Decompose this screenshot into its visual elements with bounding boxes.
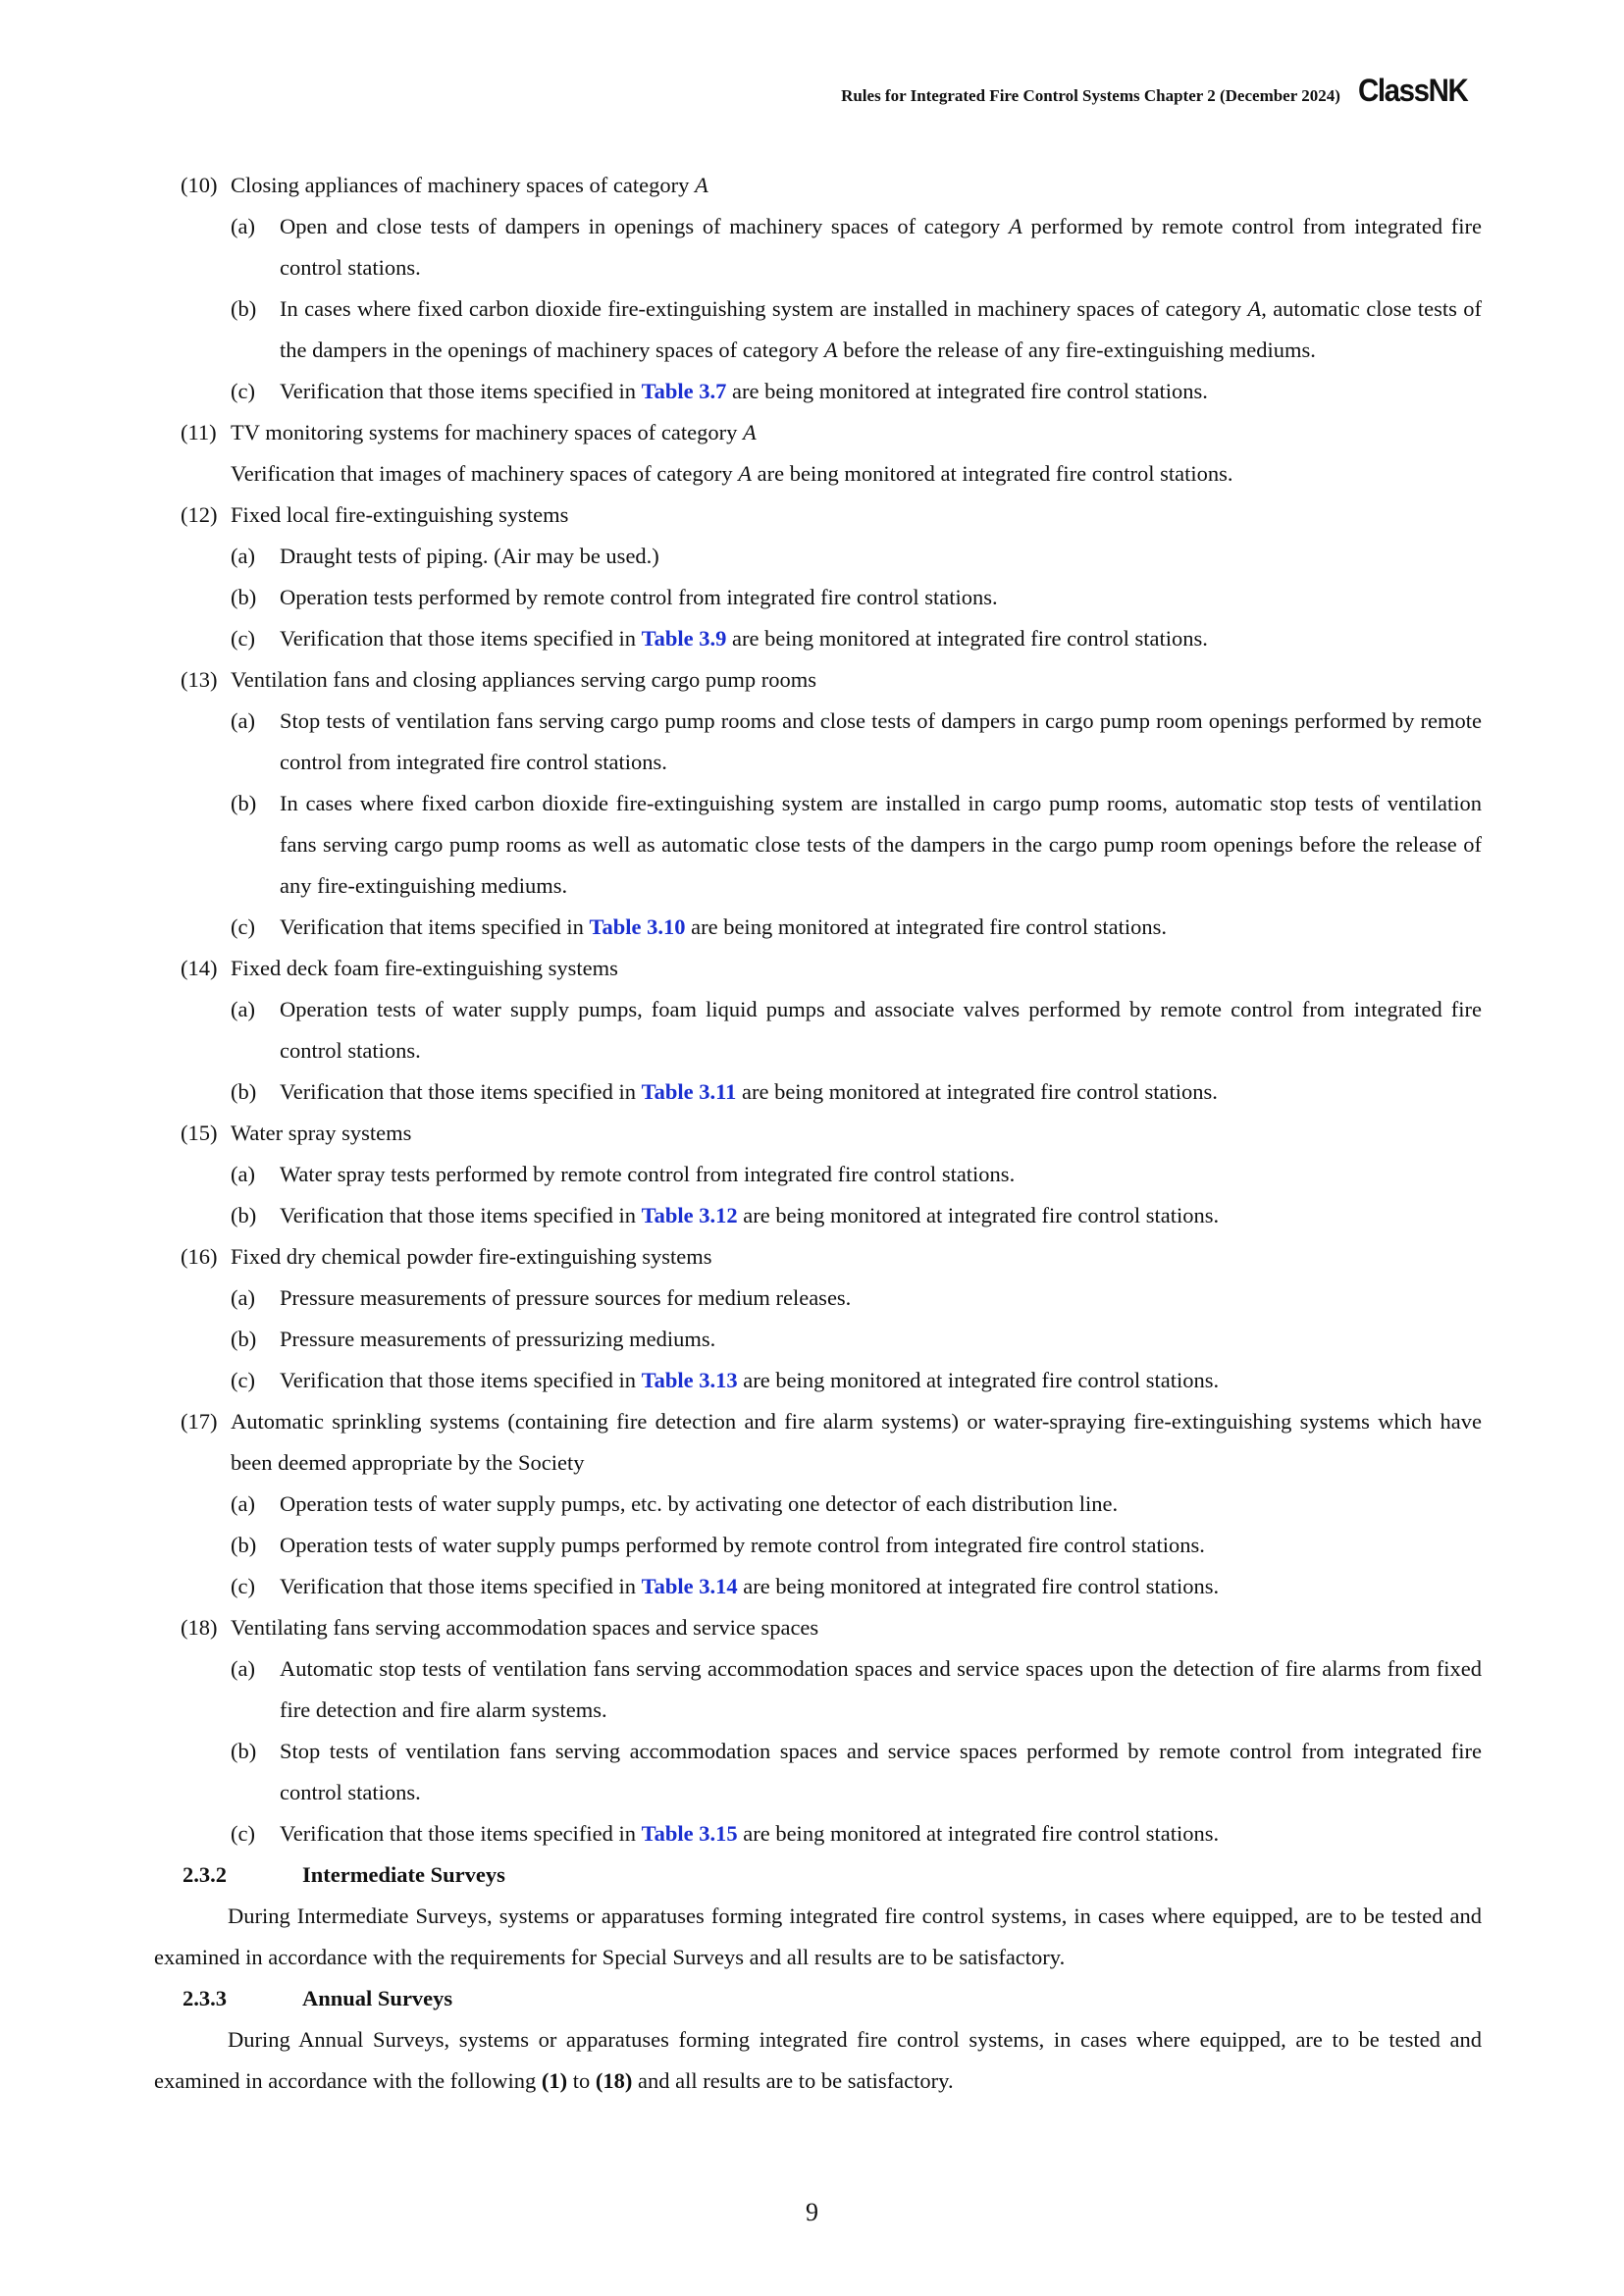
section-number: 2.3.2 xyxy=(183,1862,227,1887)
subitem-text: are being monitored at integrated fire control stations. xyxy=(737,1368,1220,1392)
item-14 xyxy=(157,948,1482,989)
item-text-italic: A xyxy=(742,420,757,444)
item-body-text: Verification that images of machinery spaces of category xyxy=(231,461,739,486)
subitem-letter: (a) xyxy=(231,708,255,733)
subitem-text: In cases where fixed carbon dioxide fire-extinguishing system are installed in cargo pump rooms, automatic stop tests of ventilation fans serving cargo pump rooms as well as automatic close tests of the dampers in the cargo pump room openings before the release of any fire-extinguishing mediums. xyxy=(280,791,1482,898)
subitem-text: are being monitored at integrated fire control stations. xyxy=(737,1821,1220,1846)
table-3-14-link[interactable]: Table 3.14 xyxy=(641,1574,738,1598)
item-10-b xyxy=(157,288,1482,371)
item-text: Closing appliances of machinery spaces of category xyxy=(231,173,695,197)
item-number: (15) xyxy=(181,1121,218,1145)
item-11 xyxy=(157,412,1482,453)
item-text: Water spray systems xyxy=(231,1121,412,1145)
subitem-text: are being monitored at integrated fire control stations. xyxy=(726,626,1208,651)
table-3-12-link[interactable]: Table 3.12 xyxy=(641,1203,738,1227)
subitem-text: are being monitored at integrated fire control stations. xyxy=(736,1079,1218,1104)
section-title: Annual Surveys xyxy=(302,1986,453,2010)
item-number: (14) xyxy=(181,956,218,980)
table-3-9-link[interactable]: Table 3.9 xyxy=(641,626,727,651)
table-3-11-link[interactable]: Table 3.11 xyxy=(641,1079,737,1104)
item-12-c xyxy=(157,618,1482,659)
item-number: (12) xyxy=(181,502,218,527)
subitem-text: Verification that those items specified in xyxy=(280,1079,642,1104)
item-text: Ventilation fans and closing appliances serving cargo pump rooms xyxy=(231,667,816,692)
subitem-text: Draught tests of piping. (Air may be used.) xyxy=(280,544,659,568)
item-body-text: are being monitored at integrated fire control stations. xyxy=(752,461,1233,486)
item-13-a xyxy=(157,701,1482,783)
subitem-text: are being monitored at integrated fire control stations. xyxy=(685,914,1167,939)
item-17 xyxy=(157,1401,1482,1484)
item-13 xyxy=(157,659,1482,701)
item-1-reference: (1) xyxy=(541,2068,568,2093)
item-18 xyxy=(157,1607,1482,1648)
subitem-text: before the release of any fire-extinguishing mediums. xyxy=(837,338,1316,362)
table-3-10-link[interactable]: Table 3.10 xyxy=(589,914,686,939)
subitem-text-italic: A xyxy=(1247,296,1262,321)
subitem-letter: (c) xyxy=(231,379,255,403)
table-3-7-link[interactable]: Table 3.7 xyxy=(641,379,727,403)
page-number: 9 xyxy=(806,2198,818,2226)
item-text: Fixed deck foam fire-extinguishing systems xyxy=(231,956,618,980)
item-18-c xyxy=(157,1813,1482,1854)
item-17-c xyxy=(157,1566,1482,1607)
subitem-text: Pressure measurements of pressure sources for medium releases. xyxy=(280,1285,852,1310)
subitem-text: Operation tests performed by remote control from integrated fire control stations. xyxy=(280,585,998,609)
subitem-letter: (a) xyxy=(231,1285,255,1310)
item-number: (18) xyxy=(181,1615,218,1640)
item-16-a xyxy=(157,1278,1482,1319)
paragraph-text: and all results are to be satisfactory. xyxy=(632,2068,954,2093)
item-number: (13) xyxy=(181,667,218,692)
subitem-text: Open and close tests of dampers in openings of machinery spaces of category xyxy=(280,214,1009,238)
subitem-letter: (b) xyxy=(231,1739,257,1763)
item-15-a xyxy=(157,1154,1482,1195)
paragraph-text: During Annual Surveys, systems or apparatuses forming integrated fire control systems, in cases where equipped, are to be tested and examined in accordance with the following xyxy=(154,2027,1482,2093)
subitem-text: Operation tests of water supply pumps, foam liquid pumps and associate valves performed by remote control from integrated fire control stations. xyxy=(280,997,1482,1063)
subitem-letter: (b) xyxy=(231,585,257,609)
item-16-b xyxy=(157,1319,1482,1360)
subitem-text: are being monitored at integrated fire control stations. xyxy=(726,379,1208,403)
item-12 xyxy=(157,495,1482,536)
section-2-3-3-heading xyxy=(157,1978,1482,2019)
subitem-text: are being monitored at integrated fire control stations. xyxy=(737,1203,1220,1227)
subitem-letter: (b) xyxy=(231,1079,257,1104)
item-18-b xyxy=(157,1731,1482,1813)
section-2-3-3-paragraph xyxy=(154,2019,1482,2102)
subitem-letter: (b) xyxy=(231,296,257,321)
item-text: Ventilating fans serving accommodation spaces and service spaces xyxy=(231,1615,819,1640)
subitem-letter: (b) xyxy=(231,1203,257,1227)
item-number: (16) xyxy=(181,1244,218,1269)
subitem-text-italic: A xyxy=(823,338,838,362)
item-text: Fixed local fire-extinguishing systems xyxy=(231,502,569,527)
subitem-text: Verification that those items specified in xyxy=(280,1821,642,1846)
subitem-text: Operation tests of water supply pumps performed by remote control from integrated fire control stations. xyxy=(280,1533,1205,1557)
table-3-15-link[interactable]: Table 3.15 xyxy=(641,1821,738,1846)
item-16-c xyxy=(157,1360,1482,1401)
header-title: Rules for Integrated Fire Control Systems Chapter 2 (December 2024) xyxy=(841,86,1340,105)
subitem-letter: (c) xyxy=(231,914,255,939)
subitem-text: Automatic stop tests of ventilation fans serving accommodation spaces and service spaces upon the detection of fire alarms from fixed fire detection and fire alarm systems. xyxy=(280,1656,1482,1722)
item-12-b xyxy=(157,577,1482,618)
subitem-text: Verification that those items specified in xyxy=(280,1574,642,1598)
subitem-text: , automatic close tests of the dampers in the openings of machinery spaces of category xyxy=(280,296,1482,362)
item-10 xyxy=(157,165,1482,206)
subitem-text: Stop tests of ventilation fans serving accommodation spaces and service spaces performed by remote control from integrated fire control stations. xyxy=(280,1739,1482,1804)
subitem-text: are being monitored at integrated fire control stations. xyxy=(737,1574,1220,1598)
item-13-b xyxy=(157,783,1482,907)
item-10-c xyxy=(157,371,1482,412)
subitem-letter: (a) xyxy=(231,1491,255,1516)
item-18-a xyxy=(157,1648,1482,1731)
item-18-reference: (18) xyxy=(595,2068,633,2093)
item-10-a xyxy=(157,206,1482,288)
subitem-letter: (a) xyxy=(231,1162,255,1186)
item-15-b xyxy=(157,1195,1482,1236)
item-12-a xyxy=(157,536,1482,577)
section-2-3-2-heading xyxy=(157,1854,1482,1896)
item-text-italic: A xyxy=(694,173,708,197)
table-3-13-link[interactable]: Table 3.13 xyxy=(641,1368,738,1392)
subitem-text-italic: A xyxy=(1008,214,1022,238)
item-body-italic: A xyxy=(738,461,753,486)
item-17-a xyxy=(157,1484,1482,1525)
subitem-text: Operation tests of water supply pumps, etc. by activating one detector of each distribution line. xyxy=(280,1491,1119,1516)
subitem-text: In cases where fixed carbon dioxide fire-extinguishing system are installed in machinery spaces of category xyxy=(280,296,1248,321)
section-2-3-2-paragraph: During Intermediate Surveys, systems or apparatuses forming integrated fire control systems, in cases where equipped, are to be tested and examined in accordance with the requirements for Special Surveys and all results are to be satisfactory. xyxy=(154,1904,1482,1969)
subitem-letter: (a) xyxy=(231,1656,255,1681)
item-17-b xyxy=(157,1525,1482,1566)
item-14-a xyxy=(157,989,1482,1071)
subitem-text: Pressure measurements of pressurizing mediums. xyxy=(280,1327,716,1351)
subitem-letter: (c) xyxy=(231,1821,255,1846)
subitem-letter: (c) xyxy=(231,626,255,651)
document-body xyxy=(154,165,1483,2102)
item-text: TV monitoring systems for machinery spaces of category xyxy=(231,420,743,444)
subitem-letter: (a) xyxy=(231,544,255,568)
item-13-c xyxy=(157,907,1482,948)
section-title: Intermediate Surveys xyxy=(302,1862,505,1887)
subitem-letter: (b) xyxy=(231,791,257,815)
subitem-text: Verification that those items specified in xyxy=(280,1203,642,1227)
item-text: Fixed dry chemical powder fire-extinguishing systems xyxy=(231,1244,712,1269)
item-15 xyxy=(157,1113,1482,1154)
item-number: (10) xyxy=(181,173,218,197)
item-text: Automatic sprinkling systems (containing fire detection and fire alarm systems) or water-spraying fire-extinguishing systems which have been deemed appropriate by the Society xyxy=(231,1409,1482,1475)
page-header xyxy=(841,75,1477,106)
item-14-b xyxy=(157,1071,1482,1113)
classnk-logo: ClassNK xyxy=(1357,73,1468,108)
subitem-text: Water spray tests performed by remote control from integrated fire control stations. xyxy=(280,1162,1016,1186)
item-16 xyxy=(157,1236,1482,1278)
subitem-letter: (b) xyxy=(231,1533,257,1557)
subitem-text: performed by remote control from integrated fire control stations. xyxy=(280,214,1483,280)
section-number: 2.3.3 xyxy=(183,1986,227,2010)
paragraph-text: to xyxy=(567,2068,596,2093)
subitem-text: Verification that those items specified in xyxy=(280,626,642,651)
subitem-letter: (c) xyxy=(231,1574,255,1598)
subitem-letter: (a) xyxy=(231,997,255,1021)
item-number: (17) xyxy=(181,1409,218,1434)
item-11-body xyxy=(157,453,1482,495)
subitem-text: Verification that those items specified in xyxy=(280,1368,642,1392)
subitem-text: Verification that items specified in xyxy=(280,914,590,939)
subitem-letter: (c) xyxy=(231,1368,255,1392)
subitem-letter: (a) xyxy=(231,214,255,238)
subitem-text: Stop tests of ventilation fans serving cargo pump rooms and close tests of dampers in cargo pump room openings performed by remote control from integrated fire control stations. xyxy=(280,708,1482,774)
subitem-letter: (b) xyxy=(231,1327,257,1351)
subitem-text: Verification that those items specified in xyxy=(280,379,642,403)
item-number: (11) xyxy=(181,420,217,444)
